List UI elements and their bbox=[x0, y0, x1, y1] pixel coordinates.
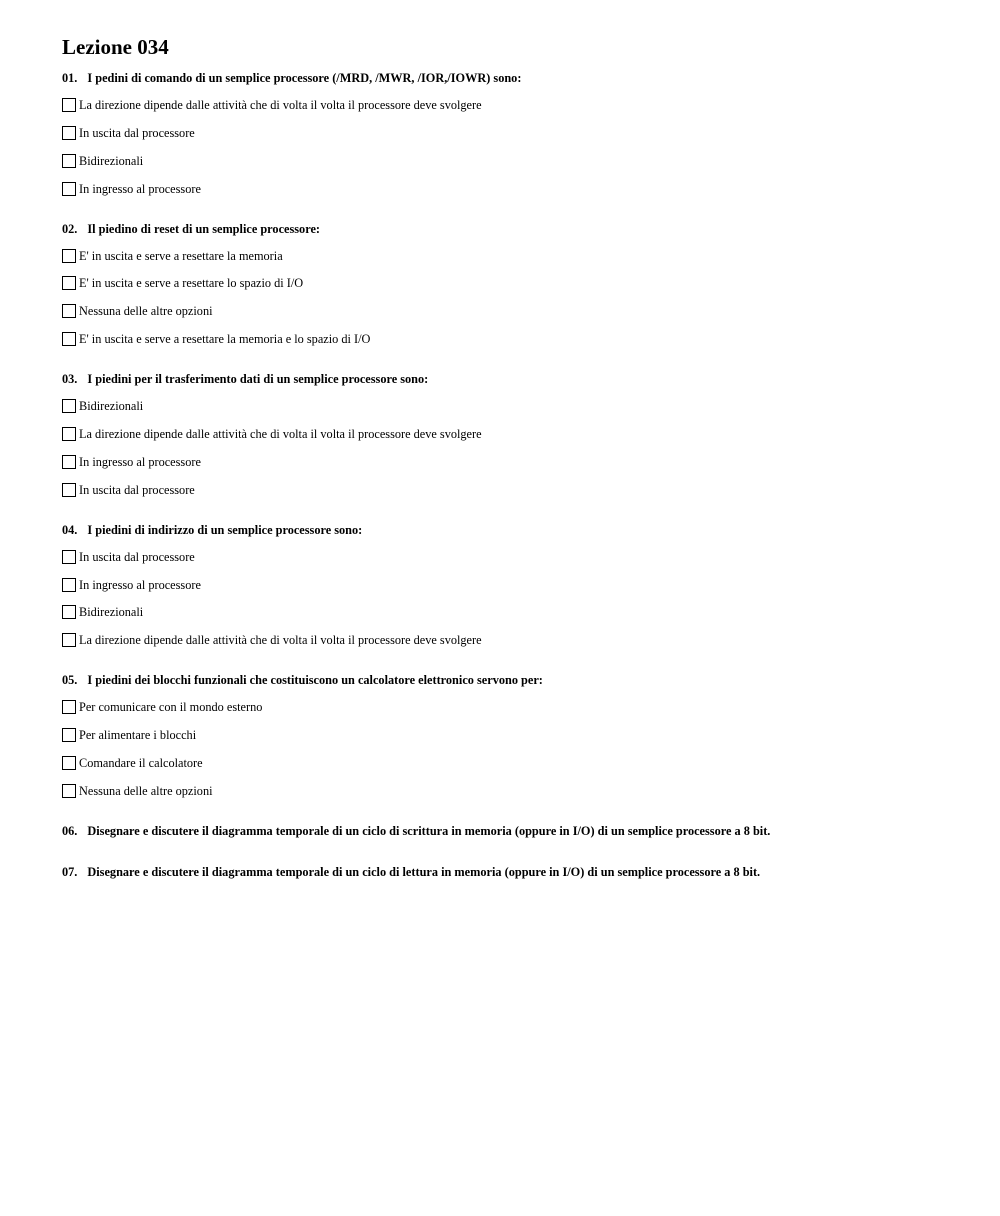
checkbox[interactable] bbox=[62, 154, 76, 168]
question-number: 07. bbox=[62, 864, 78, 879]
option-label: La direzione dipende dalle attività che di volta il volta il processore deve svolgere bbox=[79, 427, 482, 442]
answer-option[interactable] bbox=[62, 181, 962, 197]
checkbox[interactable] bbox=[62, 784, 76, 798]
question-text bbox=[62, 823, 962, 840]
answer-option[interactable] bbox=[62, 331, 962, 347]
option-label: In uscita dal processore bbox=[79, 482, 195, 497]
answer-option[interactable] bbox=[62, 755, 962, 771]
option-label: In ingresso al processore bbox=[79, 577, 201, 592]
question-label: Il piedino di reset di un semplice processore: bbox=[87, 221, 320, 236]
question-text bbox=[62, 70, 962, 87]
answer-option[interactable] bbox=[62, 97, 962, 113]
option-label: E' in uscita e serve a resettare la memoria e lo spazio di I/O bbox=[79, 332, 371, 347]
checkbox[interactable] bbox=[62, 605, 76, 619]
checkbox[interactable] bbox=[62, 700, 76, 714]
checkbox[interactable] bbox=[62, 756, 76, 770]
checkbox[interactable] bbox=[62, 427, 76, 441]
option-label: E' in uscita e serve a resettare lo spazio di I/O bbox=[79, 276, 304, 291]
question-text bbox=[62, 864, 962, 881]
option-label: In uscita dal processore bbox=[79, 125, 195, 140]
answer-option[interactable] bbox=[62, 783, 962, 799]
option-label: In ingresso al processore bbox=[79, 181, 201, 196]
checkbox[interactable] bbox=[62, 249, 76, 263]
checkbox[interactable] bbox=[62, 126, 76, 140]
question-label: Disegnare e discutere il diagramma temporale di un ciclo di lettura in memoria (oppure in I/O) di un semplice processore a 8 bit. bbox=[87, 864, 761, 879]
question-number: 06. bbox=[62, 823, 78, 838]
answer-option[interactable] bbox=[62, 426, 962, 442]
option-label: La direzione dipende dalle attività che di volta il volta il processore deve svolgere bbox=[79, 98, 482, 112]
option-label: E' in uscita e serve a resettare la memoria bbox=[79, 248, 283, 263]
answer-option[interactable] bbox=[62, 303, 962, 319]
question-number: 05. bbox=[62, 673, 78, 688]
checkbox[interactable] bbox=[62, 304, 76, 318]
option-label: Bidirezionali bbox=[79, 605, 144, 620]
answer-option[interactable] bbox=[62, 248, 962, 264]
question-text bbox=[62, 371, 962, 388]
question-05 bbox=[62, 672, 962, 799]
question-04 bbox=[62, 522, 962, 649]
question-03 bbox=[62, 371, 962, 498]
checkbox[interactable] bbox=[62, 399, 76, 413]
question-label: I pedini di comando di un semplice processore (/MRD, /MWR, /IOR,/IOWR) sono: bbox=[87, 71, 522, 85]
question-06 bbox=[62, 823, 962, 840]
answer-option[interactable] bbox=[62, 699, 962, 715]
option-label: Per alimentare i blocchi bbox=[79, 728, 197, 743]
quiz-page bbox=[62, 34, 962, 891]
option-label: Bidirezionali bbox=[79, 399, 144, 414]
option-label: Nessuna delle altre opzioni bbox=[79, 304, 213, 319]
checkbox[interactable] bbox=[62, 332, 76, 346]
checkbox[interactable] bbox=[62, 578, 76, 592]
checkbox[interactable] bbox=[62, 550, 76, 564]
checkbox[interactable] bbox=[62, 182, 76, 196]
question-label: I piedini per il trasferimento dati di un semplice processore sono: bbox=[87, 372, 429, 387]
answer-option[interactable] bbox=[62, 632, 962, 648]
question-label: Disegnare e discutere il diagramma temporale di un ciclo di scrittura in memoria (oppure in I/O) di un semplice processore a 8 bit. bbox=[87, 823, 771, 838]
option-label: In uscita dal processore bbox=[79, 549, 195, 564]
option-label: Nessuna delle altre opzioni bbox=[79, 783, 213, 798]
answer-option[interactable] bbox=[62, 577, 962, 593]
question-number: 01. bbox=[62, 71, 78, 85]
question-label: I piedini dei blocchi funzionali che costituiscono un calcolatore elettronico servono per: bbox=[87, 673, 543, 688]
question-label: I piedini di indirizzo di un semplice processore sono: bbox=[87, 522, 363, 537]
question-01 bbox=[62, 70, 962, 197]
answer-option[interactable] bbox=[62, 275, 962, 291]
answer-option[interactable] bbox=[62, 153, 962, 169]
option-label: Bidirezionali bbox=[79, 153, 144, 168]
question-text bbox=[62, 672, 962, 689]
question-text bbox=[62, 522, 962, 539]
checkbox[interactable] bbox=[62, 728, 76, 742]
checkbox[interactable] bbox=[62, 633, 76, 647]
answer-option[interactable] bbox=[62, 454, 962, 470]
question-text bbox=[62, 221, 962, 238]
option-label: La direzione dipende dalle attività che di volta il volta il processore deve svolgere bbox=[79, 633, 482, 648]
question-07 bbox=[62, 864, 962, 881]
answer-option[interactable] bbox=[62, 398, 962, 414]
page-title: Lezione 034 bbox=[62, 35, 169, 59]
answer-option[interactable] bbox=[62, 125, 962, 141]
question-number: 04. bbox=[62, 522, 78, 537]
checkbox[interactable] bbox=[62, 455, 76, 469]
option-label: In ingresso al processore bbox=[79, 454, 201, 469]
question-number: 02. bbox=[62, 221, 78, 236]
answer-option[interactable] bbox=[62, 727, 962, 743]
option-label: Per comunicare con il mondo esterno bbox=[79, 700, 263, 715]
checkbox[interactable] bbox=[62, 98, 76, 112]
checkbox[interactable] bbox=[62, 483, 76, 497]
checkbox[interactable] bbox=[62, 276, 76, 290]
option-label: Comandare il calcolatore bbox=[79, 756, 203, 771]
answer-option[interactable] bbox=[62, 549, 962, 565]
question-number: 03. bbox=[62, 372, 78, 387]
answer-option[interactable] bbox=[62, 482, 962, 498]
question-02 bbox=[62, 221, 962, 348]
answer-option[interactable] bbox=[62, 604, 962, 620]
